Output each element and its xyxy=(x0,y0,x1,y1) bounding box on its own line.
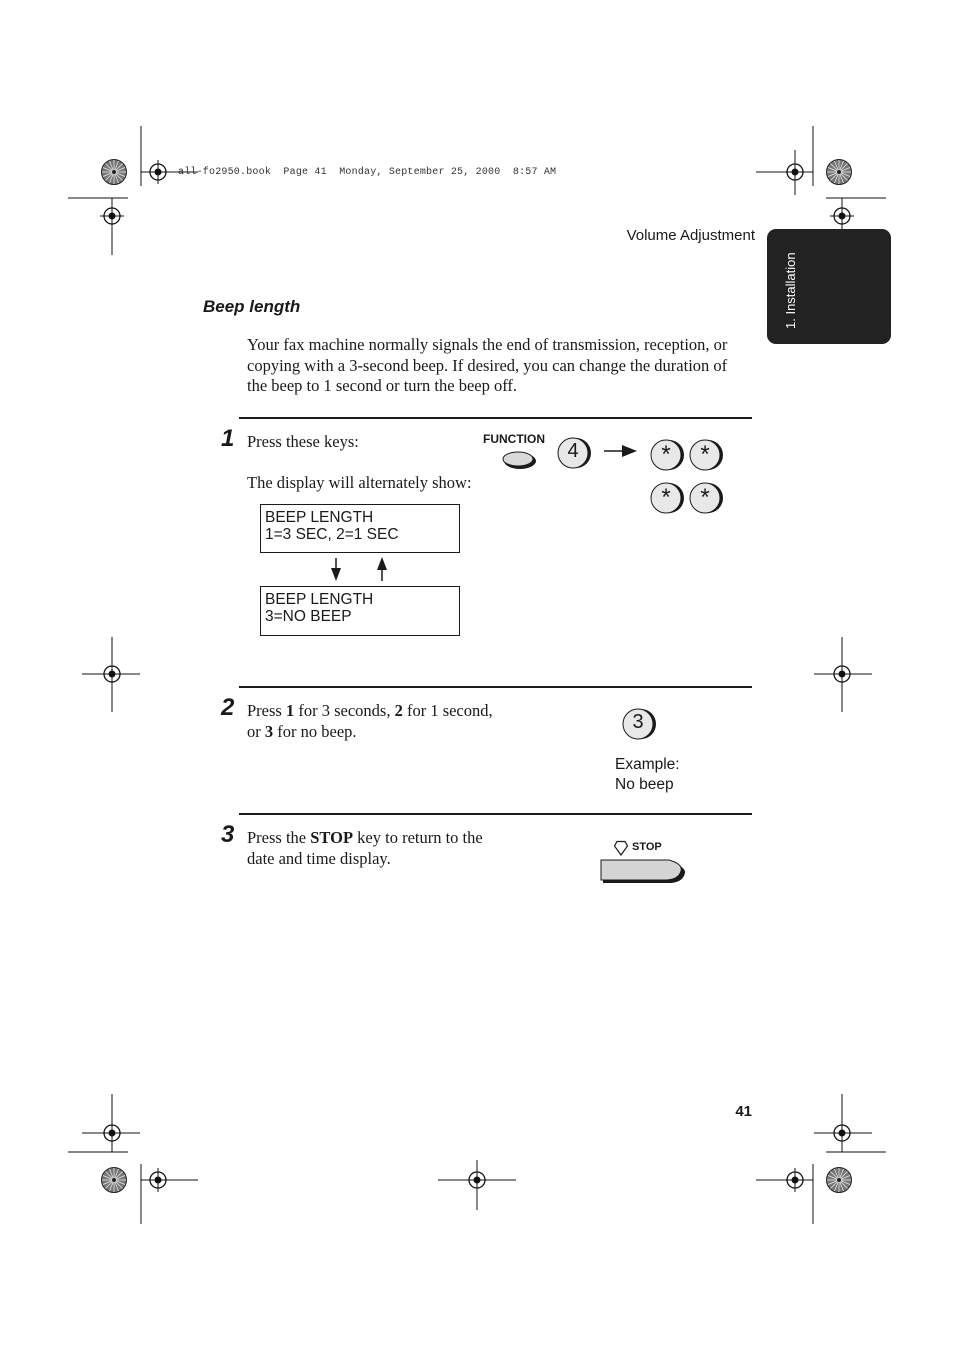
step-2-example xyxy=(615,755,680,795)
step-1-instruction: Press these keys: xyxy=(247,432,359,451)
lcd-display-1-line2: 1=3 SEC, 2=1 SEC xyxy=(265,526,399,543)
function-key-label: FUNCTION xyxy=(483,432,545,446)
star-key-button xyxy=(688,482,726,514)
key-3-button xyxy=(621,708,659,740)
alternate-arrows-icon xyxy=(325,556,395,582)
example-label: Example: xyxy=(615,756,680,773)
step-3-instruction: Press the STOP key to return to the date and time display. xyxy=(247,828,483,868)
step-1-display-note: The display will alternately show: xyxy=(247,473,472,492)
stop-key-label: STOP xyxy=(632,841,662,853)
star-key-label: * xyxy=(700,484,710,511)
step-2-number: 2 xyxy=(221,694,235,721)
lcd-display-2-line1: BEEP LENGTH xyxy=(265,591,374,608)
key-4-button xyxy=(556,437,594,469)
key-3-label: 3 xyxy=(632,711,644,733)
star-key-button xyxy=(649,439,687,471)
example-value: No beep xyxy=(615,776,674,793)
lcd-display-2-line2: 3=NO BEEP xyxy=(265,608,352,625)
star-key-label: * xyxy=(661,484,671,511)
star-key-label: * xyxy=(700,441,710,468)
running-header: Volume Adjustment xyxy=(626,227,755,244)
step-1-number: 1 xyxy=(221,425,235,452)
function-key-icon xyxy=(500,448,540,472)
star-key-button xyxy=(649,482,687,514)
lcd-display-2 xyxy=(260,586,460,636)
stop-key-button xyxy=(599,858,689,886)
side-tab xyxy=(767,229,891,344)
page-number: 41 xyxy=(735,1103,752,1120)
step-2-instruction: Press 1 for 3 seconds, 2 for 1 second, or 3 for no beep. xyxy=(247,701,493,741)
star-key-button xyxy=(688,439,726,471)
print-info-line: all-fo2950.book Page 41 Monday, September 25, 2000 8:57 AM xyxy=(178,167,557,178)
step-3-number: 3 xyxy=(221,821,235,848)
step-1-rule xyxy=(239,417,752,419)
key-4-label: 4 xyxy=(567,440,579,462)
step-2-rule xyxy=(239,686,752,688)
section-title: Beep length xyxy=(203,297,301,316)
side-tab-label: 1. Installation xyxy=(783,252,798,329)
intro-paragraph: Your fax machine normally signals the end of transmission, reception, or copying with a 3-second beep. If desired, you can change the duration of the beep to 1 second or turn the beep off. xyxy=(247,335,728,395)
stop-icon xyxy=(613,840,629,856)
step-3-rule xyxy=(239,813,752,815)
lcd-display-1 xyxy=(260,504,460,553)
lcd-display-1-line1: BEEP LENGTH xyxy=(265,509,374,526)
arrow-right-icon xyxy=(604,444,638,458)
star-key-label: * xyxy=(661,441,671,468)
